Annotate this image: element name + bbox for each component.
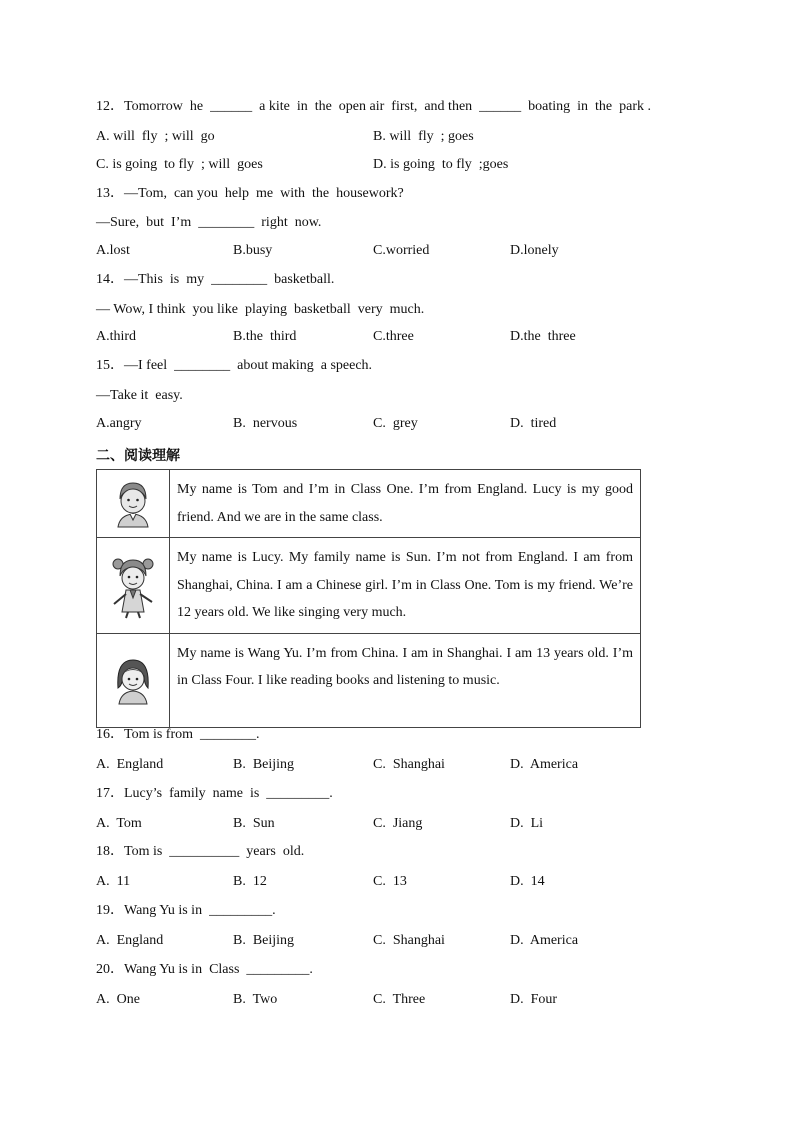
question-12-stem: 12．Tomorrow he ______ a kite in the open air first, and then ______ boating in the park . [96, 99, 652, 114]
option-d: D.the three [510, 329, 576, 344]
option-b: B. Two [233, 992, 278, 1007]
question-16-options [96, 756, 696, 774]
option-a: A. Tom [96, 816, 142, 831]
option-d: D. tired [510, 416, 557, 431]
reading-row [97, 538, 641, 634]
question-18-stem: 18．Tom is __________ years old. [96, 844, 305, 859]
option-c: C. grey [373, 416, 418, 431]
option-d: D. 14 [510, 874, 545, 889]
question-12-options [96, 128, 696, 146]
question-12-options-2 [96, 156, 696, 174]
option-d: D. America [510, 757, 579, 772]
reading-row [97, 470, 641, 538]
reading-text: My name is Lucy. My family name is Sun. I’m not from England. I am from Shanghai, China. I am a Chinese girl. I’m in Class One. Tom is my friend. We’re 12 years old. We like singing very much. [170, 538, 641, 634]
question-14-stem: 14．—This is my ________ basketball. [96, 272, 335, 287]
question-17-options [96, 815, 696, 833]
question-20-options [96, 991, 696, 1009]
option-c: C.worried [373, 243, 430, 258]
option-b: B. 12 [233, 874, 267, 889]
option-a: A. will fly ; will go [96, 129, 215, 144]
girl-wangyu-icon [108, 654, 158, 706]
question-15-options [96, 415, 696, 433]
avatar-cell [97, 538, 170, 634]
option-b: B. Beijing [233, 757, 295, 772]
question-14-reply: — Wow, I think you like playing basketball very much. [96, 302, 425, 317]
option-c: C. 13 [373, 874, 407, 889]
option-a: A.third [96, 329, 137, 344]
question-14-options [96, 328, 696, 346]
option-a: A. England [96, 933, 164, 948]
option-a: A.angry [96, 416, 142, 431]
question-19-options [96, 932, 696, 950]
option-d: D. Four [510, 992, 558, 1007]
question-19-stem: 19．Wang Yu is in _________. [96, 903, 276, 918]
option-b: B.busy [233, 243, 273, 258]
question-13-stem: 13．—Tom, can you help me with the housework? [96, 186, 404, 201]
option-c: C.three [373, 329, 414, 344]
option-c: C. Shanghai [373, 757, 445, 772]
option-c: C. is going to fly ; will goes [96, 157, 263, 172]
avatar-cell [97, 470, 170, 538]
option-d: D. America [510, 933, 579, 948]
reading-text: My name is Wang Yu. I’m from China. I am in Shanghai. I am 13 years old. I’m in Class Four. I like reading books and listening to music. [170, 633, 641, 727]
section-title: 二、阅读理解 [96, 448, 180, 464]
girl-lucy-icon [108, 550, 158, 620]
option-a: A.lost [96, 243, 130, 258]
question-16-stem: 16．Tom is from ________. [96, 727, 260, 742]
option-b: B. nervous [233, 416, 298, 431]
option-b: B. Sun [233, 816, 275, 831]
question-15-reply: —Take it easy. [96, 388, 183, 403]
option-c: C. Jiang [373, 816, 423, 831]
option-c: C. Shanghai [373, 933, 445, 948]
question-13-reply: —Sure, but I’m ________ right now. [96, 215, 322, 230]
reading-table [96, 469, 641, 728]
question-18-options [96, 873, 696, 891]
option-b: B. will fly ; goes [373, 129, 474, 144]
reading-text: My name is Tom and I’m in Class One. I’m from England. Lucy is my good friend. And we are in the same class. [170, 470, 641, 538]
option-d: D. Li [510, 816, 544, 831]
option-c: C. Three [373, 992, 426, 1007]
option-a: A. 11 [96, 874, 131, 889]
question-20-stem: 20．Wang Yu is in Class _________. [96, 962, 313, 977]
option-d: D. is going to fly ;goes [373, 157, 509, 172]
reading-row [97, 633, 641, 727]
question-13-options [96, 242, 696, 260]
option-a: A. One [96, 992, 140, 1007]
option-b: B.the third [233, 329, 297, 344]
boy-tom-icon [108, 477, 158, 531]
option-b: B. Beijing [233, 933, 295, 948]
option-a: A. England [96, 757, 164, 772]
avatar-cell [97, 633, 170, 727]
option-d: D.lonely [510, 243, 559, 258]
question-17-stem: 17．Lucy’s family name is _________. [96, 786, 333, 801]
question-15-stem: 15．—I feel ________ about making a speech. [96, 358, 373, 373]
